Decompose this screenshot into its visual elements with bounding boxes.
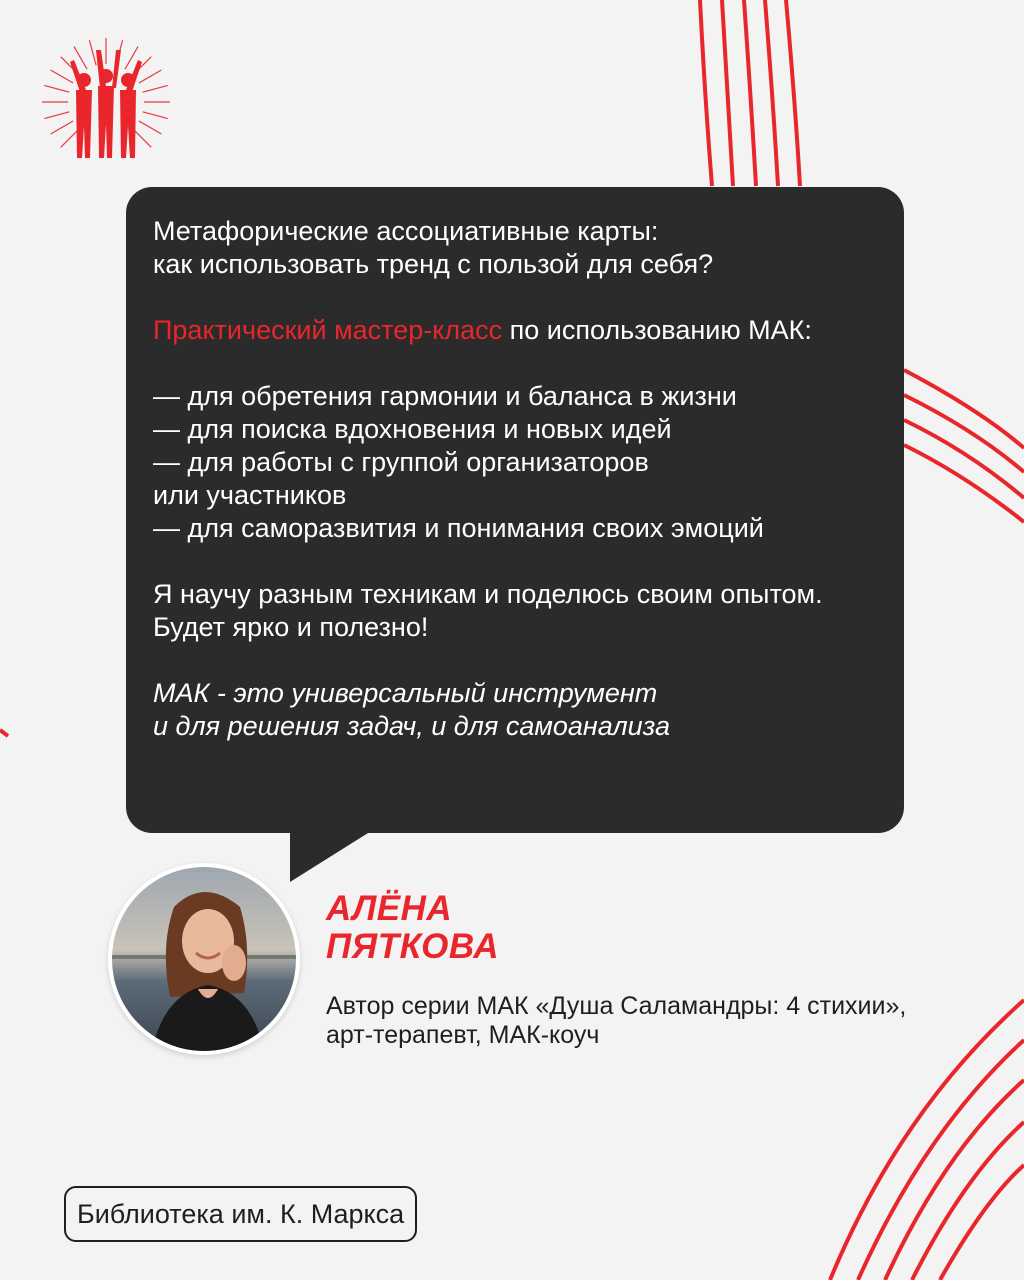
speaker-name xyxy=(326,890,499,966)
speaker-role xyxy=(326,992,906,1050)
outro-line-1: Я научу разным техникам и поделюсь своим опытом. xyxy=(153,579,823,609)
bubble-tail xyxy=(288,828,378,884)
bullet-item: — для поиска вдохновения и новых идей xyxy=(153,414,672,444)
bullet-item: — для обретения гармонии и баланса в жизни xyxy=(153,381,737,411)
workshop-line xyxy=(153,314,884,347)
speaker-first-name: АЛЁНА xyxy=(326,889,453,928)
people-sunburst-logo-icon xyxy=(40,36,172,168)
bullet-item: или участников xyxy=(153,480,347,510)
bullet-item: — для саморазвития и понимания своих эмоций xyxy=(153,513,764,543)
bullet-item: — для работы с группой организаторов xyxy=(153,447,649,477)
speaker-role-line-2: арт-терапевт, МАК-коуч xyxy=(326,1021,600,1049)
speaker-photo xyxy=(112,867,296,1051)
message-bubble xyxy=(126,187,904,833)
intro-line-1: Метафорические ассоциативные карты: xyxy=(153,216,659,246)
speaker-last-name: ПЯТКОВА xyxy=(326,927,500,966)
workshop-rest: по использованию МАК: xyxy=(502,315,812,345)
speaker-role-line-1: Автор серии МАК «Душа Саламандры: 4 стихии», xyxy=(326,992,907,1020)
quote-line-2: и для решения задач, и для самоанализа xyxy=(153,711,670,741)
library-badge: Библиотека им. К. Маркса xyxy=(64,1186,417,1242)
intro-line-2: как использовать тренд с пользой для себя? xyxy=(153,249,714,279)
workshop-highlight: Практический мастер-класс xyxy=(153,315,503,345)
outro-line-2: Будет ярко и полезно! xyxy=(153,612,429,642)
speaker-avatar xyxy=(108,863,300,1055)
logo xyxy=(40,36,172,168)
quote-line-1: МАК - это универсальный инструмент xyxy=(153,678,658,708)
